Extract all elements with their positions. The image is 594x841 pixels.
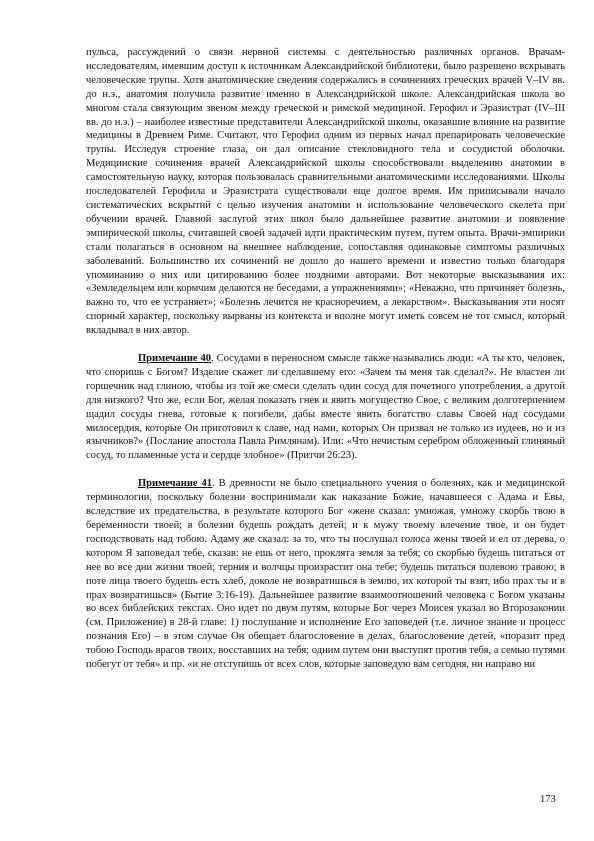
note-40-paragraph (86, 352, 565, 463)
note-41-label: Примечание 41 (138, 478, 213, 490)
note-40-label: Примечание 40 (138, 353, 212, 365)
note-40-text: . Сосудами в переносном смысле также назывались люди: «А ты кто, человек, что споришь с Богом? Изделие скажет ли сделавшему его: «Зачем ты меня так сделал?». Не властен ли горшечник над глиною, чтобы из той же смеси сделать один сосуд для почетного употребления, а другой для низкого? Что же, если Бог, желая показать гнев и явить могущество Свое, с великим долготерпением щадил сосуды гнева, готовые к погибели, дабы вместе явить богатство славы Своей над сосудами милосердия, которые Он приготовил к славе, над нами, которых Он призвал не только из иудеев, но и из язычников?» (Послание апостола Павла Римлянам). Или: «Что нечистым серебром обложенный глиняный сосуд, то пламенные уста и сердце злобное» (Притчи 26:23). (86, 353, 566, 462)
body-paragraph: пульса, рассуждений о связи нервной системы с деятельностью различных органов. Врачам-исследователям, имевшим доступ к источникам Александрийской библиотеки, было разрешено вскрывать человеческие трупы. Хотя анатомические сведения содержались в сочинениях греческих врачей V–IV вв. до н.э., анатомия получила развитие именно в Александрийской школе. Александрийская школа во многом стала связующим звеном между греческой и римской медициной. Герофил и Эразистрат (IV–III вв. до н.э.) – наиболее известные представители Александрийской школы, оказавшие влияние на развитие медицины в Древнем Риме. Считают, что Герофил одним из первых начал препарировать человеческие трупы. Исследуя строение глаза, он дал описание стекловидного тела и сосудистой оболочки. Медицинские сочинения врачей Александрийской школы способствовали выделению анатомии в самостоятельную науку, которая пользовалась сравнительными анатомическими исследованиями. Школы последователей Герофила и Эразистрата существовали еще долгое время. Им приписывали начало систематических вскрытий с целью изучения анатомии и использование человеческого скелета при обучении врачей. Главной заслугой этих школ было дальнейшее развитие анатомии и появление эмпирической школы, считавшей своей задачей идти практическим путем, путем опыта. Врачи-эмпирики стали полагаться в основном на внешнее наблюдение, сопоставляя одинаковые симптомы различных заболеваний. Большинство их сочинений не дошло до нашего времени и известно только благодаря упоминанию о них или цитированию более поздними авторами. Вот некоторые высказывания их: «Земледельцем или кормчим делаются не беседами, а упражнениями»; «Неважно, что причиняет болезнь, важно то, что ее устраняет»; «Болезнь лечится не красноречием, а лекарством». Высказывания эти носят спорный характер, поскольку вырваны из контекста и вполне могут иметь совсем не тот смысл, который вкладывал в них автор. (86, 47, 565, 337)
note-41-text: . В древности не было специального учения о болезнях, как и медицинской терминологии, поскольку болезни воспринимали как наказание Божие, начавшееся с Адама и Евы, вследствие их предательства, в результате которого Бог «жене сказал: умножая, умножу скорбь твою в беременности твоей; в болезни будешь рождать детей; и к мужу твоему влечение твое, и он будет господствовать над тобою. Адаму же сказал: за то, что ты послушал голоса жены твоей и ел от дерева, о котором Я заповедал тебе, сказав: не ешь от него, проклята земля за тебя; со скорбью будешь питаться от нее во все дни жизни твоей; терния и волчцы произрастит она тебе; будешь питаться полевою травою; в поте лица твоего будешь есть хлеб, доколе не возвратишься в землю, их которой ты взят, ибо прах ты и в прах возвратишься» (Бытие 3:16-19). Дальнейшее развитие взаимоотношений человека с Богом указаны во всех библейских текстах. Оно идет по двум путям, которые Бог через Моисея указал во Второзаконии (см. Приложение) в 28-й главе: 1) послушание и исполнение Его заповедей (т.е. личное знание и процесс познания Его) – в этом случае Он обещает благословение в делах, благословение детей, «поразит пред тобою Господь врагов твоих, восставших на тебя; одним путем они выступят против тебя, а семью путями побегут от тебя» и пр. «и не отступишь от всех слов, которые заповедую вам сегодня, ни направо ни (86, 478, 566, 671)
page-number: 173 (540, 794, 556, 805)
note-41-paragraph (86, 477, 565, 672)
